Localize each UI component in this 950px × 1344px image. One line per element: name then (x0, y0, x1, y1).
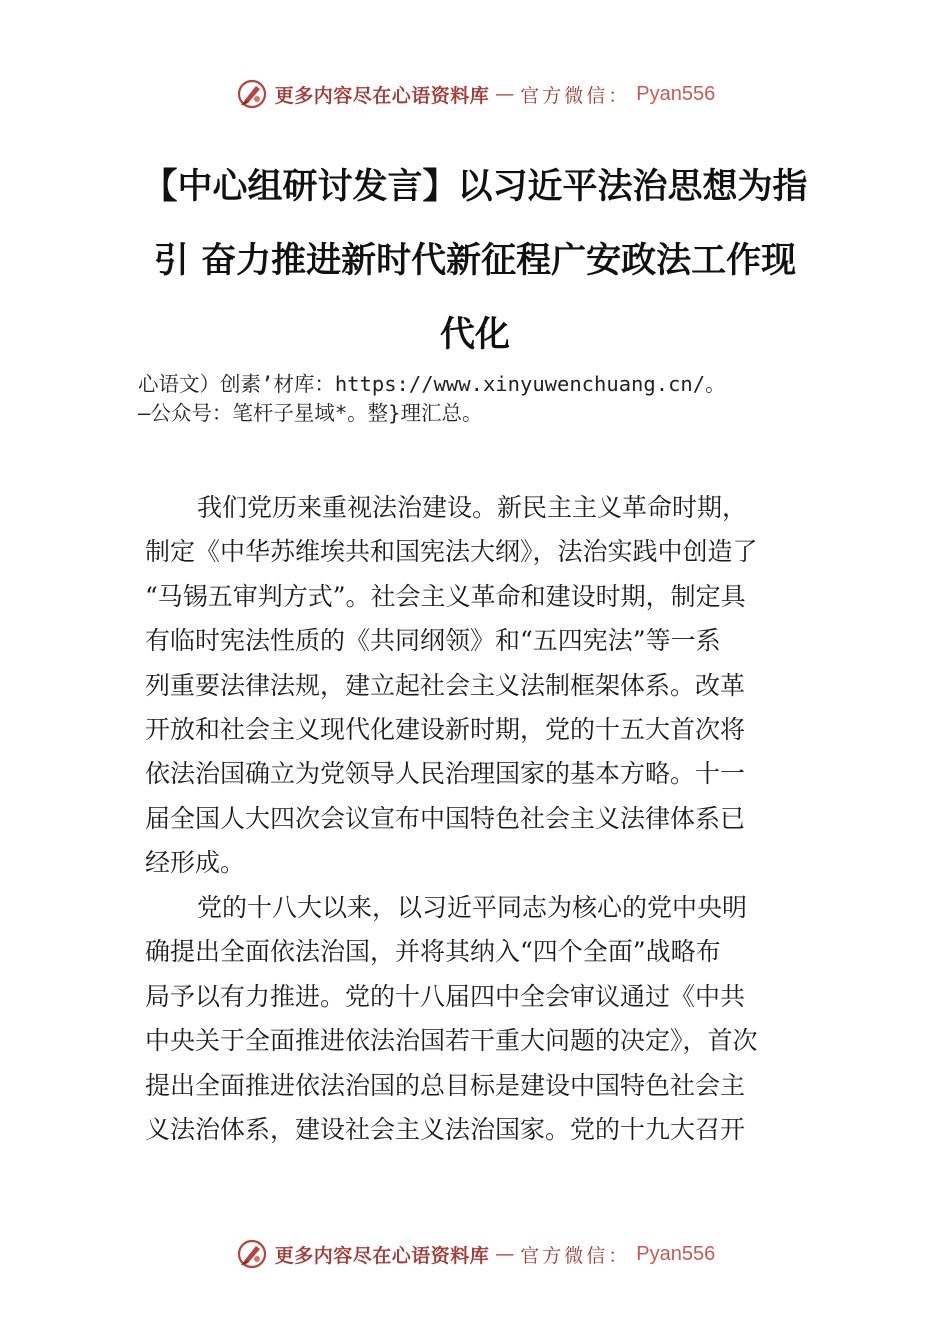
banner-dash: — (495, 1243, 515, 1265)
paragraph-line: 经形成。 (145, 848, 246, 878)
paragraph-line: 义法治体系，建设社会主义法治国家。党的十九大召开 (145, 1115, 746, 1145)
body-paragraph-2 (145, 886, 815, 1152)
banner-dash: — (495, 83, 515, 105)
paragraph-line: 开放和社会主义现代化建设新时期，党的十五大首次将 (145, 715, 746, 745)
paragraph-line: 提出全面推进依法治国的总目标是建设中国特色社会主 (145, 1070, 746, 1100)
paragraph-line: 局予以有力推进。党的十八届四中全会审议通过《中共 (145, 981, 746, 1011)
brush-circle-logo-icon (235, 1237, 269, 1271)
banner-text: 更多内容尽在心语资料库 (274, 1244, 490, 1267)
brush-circle-logo-icon (235, 77, 269, 111)
title-line: 【中心组研讨发言】以习近平法治思想为指 (142, 167, 808, 207)
source-line: 心语文）创素’材库：https://www.xinyuwenchuang.cn/。 (138, 372, 726, 396)
banner-wechat-label: 官方微信： (520, 84, 631, 107)
paragraph-line: 确提出全面依法治国，并将其纳入“四个全面”战略布 (145, 937, 721, 967)
header-banner (0, 72, 950, 116)
banner-wechat-label: 官方微信： (520, 1244, 631, 1267)
body-paragraph-1 (145, 486, 815, 886)
title-line: 代化 (439, 315, 510, 355)
source-note (138, 370, 828, 428)
paragraph-line: 有临时宪法性质的《共同纲领》和“五四宪法”等一系 (145, 626, 721, 656)
paragraph-line: 制定《中华苏维埃共和国宪法大纲》，法治实践中创造了 (145, 537, 758, 567)
paragraph-line: 党的十八大以来，以习近平同志为核心的党中央明 (197, 893, 748, 922)
paragraph-line: 中央关于全面推进依法治国若干重大问题的决定》，首次 (145, 1026, 758, 1056)
source-line: —公众号：笔杆子星域*。整}理汇总。 (138, 401, 483, 425)
title-line: 引 奋力推进新时代新征程广安政法工作现 (153, 241, 797, 281)
banner-text: 更多内容尽在心语资料库 (274, 84, 490, 107)
paragraph-line: 我们党历来重视法治建设。新民主主义革命时期， (197, 493, 748, 522)
footer-banner (0, 1232, 950, 1276)
paragraph-line: “马锡五审判方式”。社会主义革命和建设时期，制定具 (145, 581, 746, 611)
banner-wechat-id: Pyan556 (636, 1242, 716, 1265)
banner-wechat-id: Pyan556 (636, 82, 716, 105)
paragraph-line: 列重要法律法规，建立起社会主义法制框架体系。改革 (145, 670, 746, 700)
paragraph-line: 届全国人大四次会议宣布中国特色社会主义法律体系已 (145, 803, 746, 833)
document-title (130, 150, 820, 372)
paragraph-line: 依法治国确立为党领导人民治理国家的基本方略。十一 (145, 759, 746, 789)
